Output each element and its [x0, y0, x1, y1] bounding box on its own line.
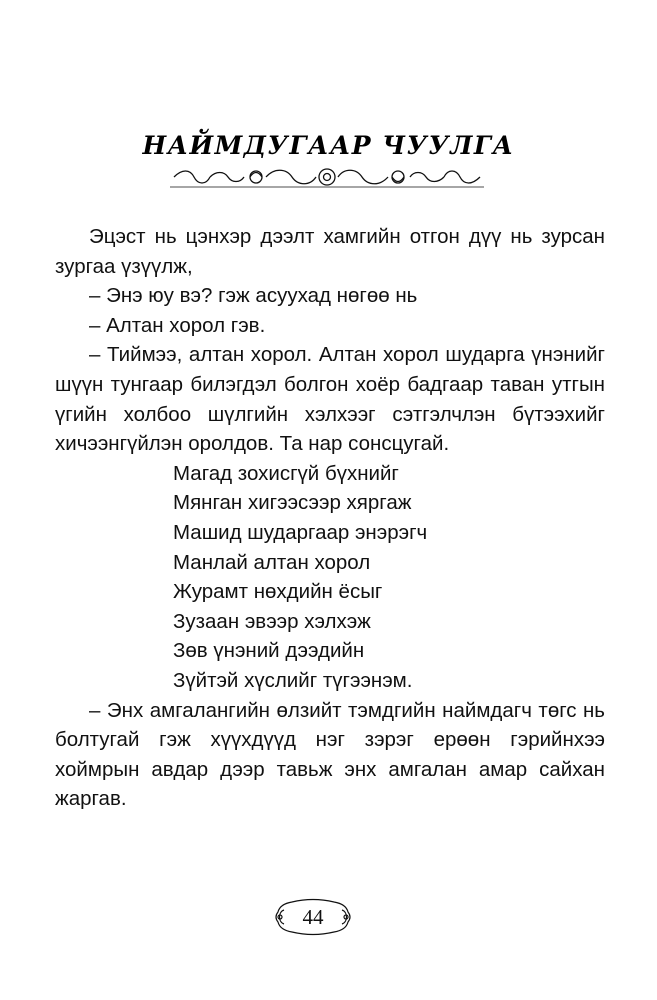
paragraph: – Алтан хорол гэв. — [89, 313, 266, 337]
poem-line: Зузаан эвээр хэлхэж — [173, 609, 371, 633]
page-number: 44 — [302, 905, 324, 929]
chapter-title: НАЙМДУГААР ЧУУЛГА — [142, 131, 515, 160]
poem-line: Журамт нөхдийн ёсыг — [173, 580, 383, 604]
poem-line: Мянган хигээсээр хяргаж — [173, 491, 412, 515]
poem-line: Зөв үнэний дээдийн — [173, 639, 365, 663]
poem-line: Манлай алтан хорол — [173, 550, 371, 574]
poem-line: Машид шударгаар энэрэгч — [173, 520, 428, 544]
paragraph: – Энэ юу вэ? гэж асуухад нөгөө нь — [89, 284, 418, 308]
poem-line: Зүйтэй хүслийг түгээнэм. — [173, 668, 413, 692]
paragraph: – Тиймээ, алтан хорол. Алтан хорол шударга үнэнийг шүүн тунгаар билэгдэл болгон хоёр бадгаар таван утгын үгийн холбоо шүлгийн хэлхээг сэтгэлчлэн бүтээхийг хичээнгүйлэн оролдов. Та нар сонсцугай. — [55, 343, 605, 456]
page-body — [55, 222, 605, 814]
title-ornament — [170, 165, 484, 189]
poem-line: Магад зохисгүй бүхнийг — [173, 461, 399, 485]
poem — [55, 459, 605, 696]
paragraph: Эцэст нь цэнхэр дээлт хамгийн отгон дүү нь зурсан зургаа үзүүлж, — [55, 225, 605, 278]
closing-paragraph: – Энх амгалангийн өлзийт тэмдгийн наймдагч төгс нь болтугай гэж хүүхдүүд нэг зэрэг ерөөн гэрийнхээ хоймрын авдар дээр тавьж энх амгалан амар сайхан жаргав. — [55, 698, 605, 811]
